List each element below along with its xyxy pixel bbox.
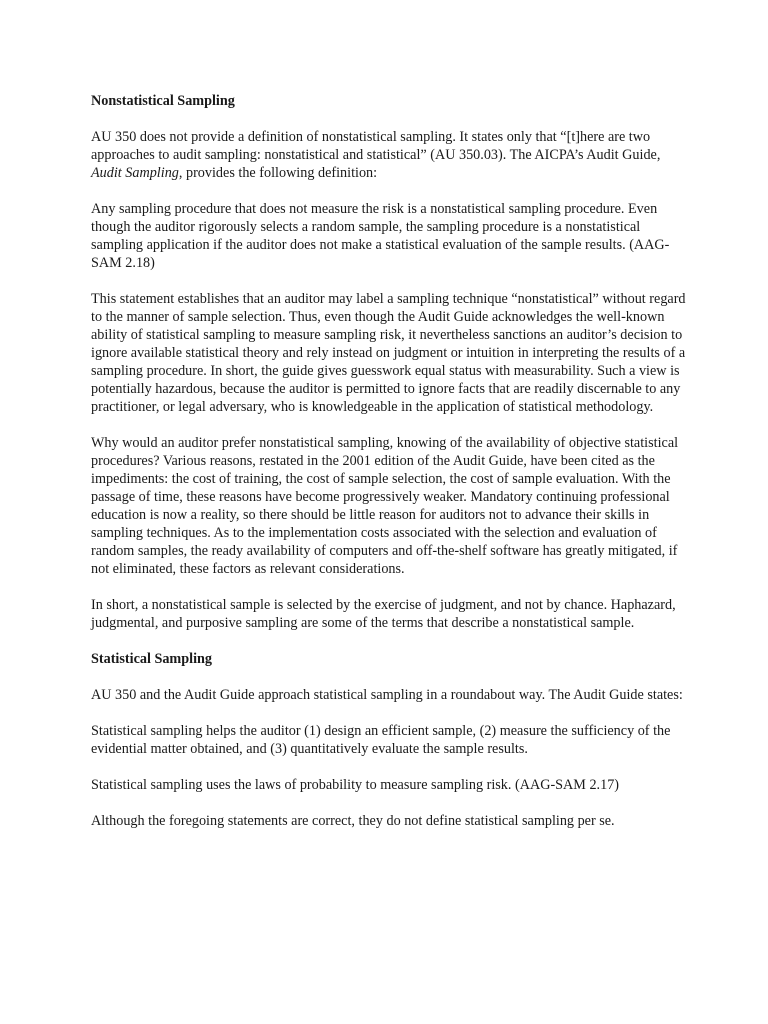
paragraph-why-nonstatistical: Why would an auditor prefer nonstatistical sampling, knowing of the availability of objective statistical procedures? Various reasons, restated in the 2001 edition of the Audit Guide, have been cited as the impediments: the cost of training, the cost of sample selection, the cost of sample evaluation. With the passage of time, these reasons have become progressively weaker. Mandatory continuing professional education is now a reality, so there should be little reason for auditors not to advance their skills in sampling techniques. As to the implementation costs associated with the selection and evaluation of random samples, the ready availability of computers and off-the-shelf software has greatly mitigated, if not eliminated, these factors as relevant considerations. (91, 435, 679, 577)
paragraph-in-short: In short, a nonstatistical sample is selected by the exercise of judgment, and not by chance. Haphazard, judgmental, and purposive sampling are some of the terms that describe a nonstatistical sample. (91, 597, 676, 631)
paragraph-au350-definition (91, 128, 691, 182)
book-title: Audit Sampling (91, 165, 179, 181)
paragraph-aag-definition: Any sampling procedure that does not measure the risk is a nonstatistical sampling procedure. Even though the auditor rigorously selects a random sample, the sampling procedure is a nonstatistical sampling application if the auditor does not make a statistical evaluation of the sample results. (AAG-SAM 2.18) (91, 201, 670, 271)
paragraph-helps-auditor: Statistical sampling helps the auditor (1) design an efficient sample, (2) measure the sufficiency of the evidential matter obtained, and (3) quantitatively evaluate the sample results. (91, 723, 671, 757)
heading-statistical-sampling: Statistical Sampling (91, 651, 213, 667)
paragraph-foregoing: Although the foregoing statements are correct, they do not define statistical sampling per se. (91, 813, 615, 829)
heading-nonstatistical-sampling: Nonstatistical Sampling (91, 93, 235, 109)
paragraph-text: , provides the following definition: (178, 165, 378, 181)
paragraph-text: AU 350 does not provide a definition of nonstatistical sampling. It states only that “[t]here are two approaches to audit sampling: nonstatistical and statistical” (AU 350.03). The AICPA’s Audit Guide, (91, 129, 661, 163)
paragraph-roundabout: AU 350 and the Audit Guide approach statistical sampling in a roundabout way. The Audit Guide states: (91, 687, 683, 703)
document-page (91, 92, 691, 830)
paragraph-statement-analysis: This statement establishes that an auditor may label a sampling technique “nonstatistical” without regard to the manner of sample selection. Thus, even though the Audit Guide acknowledges the well-known ability of statistical sampling to measure sampling risk, it nevertheless sanctions an auditor’s decision to ignore available statistical theory and rely instead on judgment or intuition in interpreting the results of a sampling procedure. In short, the guide gives guesswork equal status with measurability. Such a view is potentially hazardous, because the auditor is permitted to ignore facts that are readily discernable to any practitioner, or legal adversary, who is knowledgeable in the application of statistical methodology. (91, 291, 686, 415)
paragraph-laws-of-probability: Statistical sampling uses the laws of probability to measure sampling risk. (AAG-SAM 2.17) (91, 777, 620, 793)
